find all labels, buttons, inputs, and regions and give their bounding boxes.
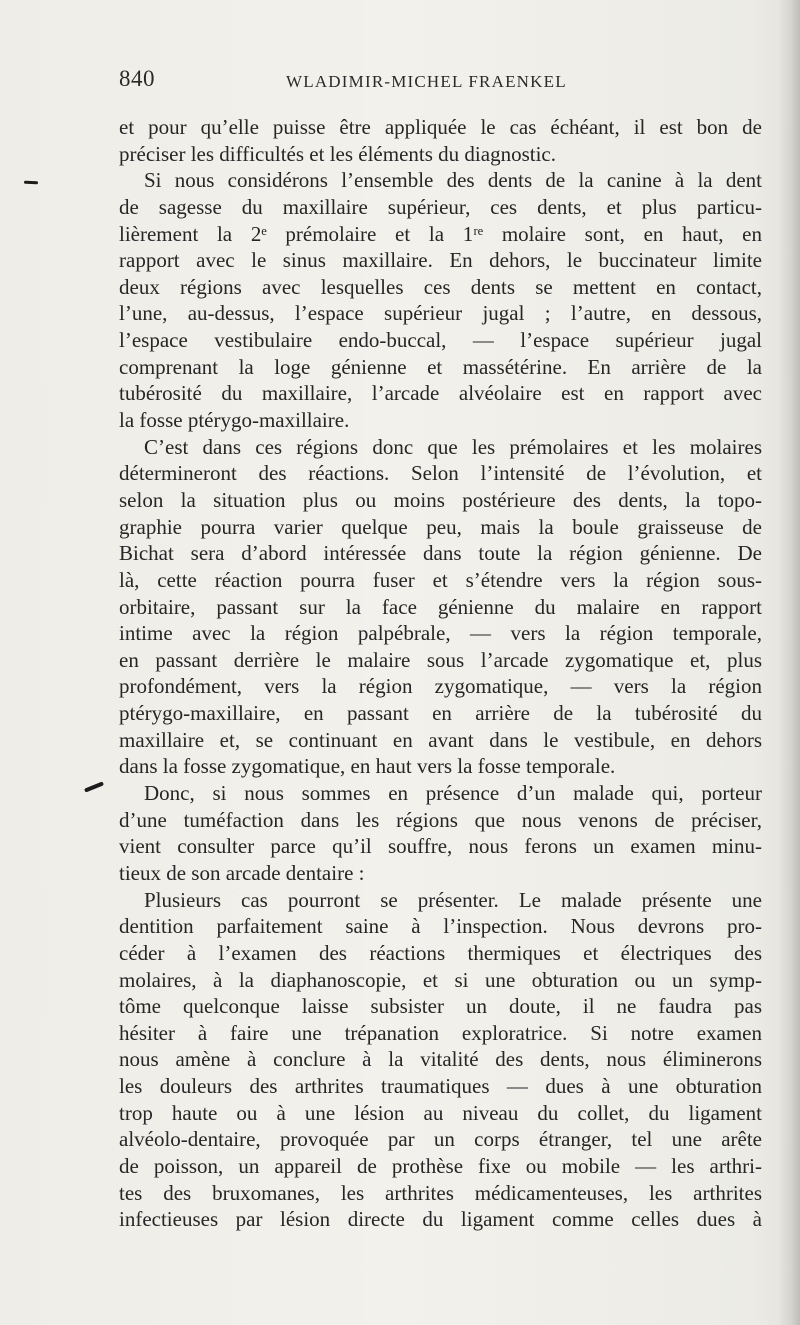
text-line: rapport avec le sinus maxillaire. En dehors, le buccinateur limite <box>119 248 762 273</box>
text-line: l’espace vestibulaire endo-buccal, — l’espace supérieur jugal <box>119 328 762 353</box>
text-line: tubérosité du maxillaire, l’arcade alvéolaire est en rapport avec <box>119 381 762 406</box>
text-line: lièrement la 2ᵉ prémolaire et la 1ʳᵉ molaire sont, en haut, en <box>119 221 762 246</box>
text-line: d’une tuméfaction dans les régions que nous venons de préciser, <box>119 807 762 832</box>
text-line: vient consulter parce qu’il souffre, nous ferons un examen minu- <box>119 834 762 859</box>
text-line: et pour qu’elle puisse être appliquée le cas échéant, il est bon de <box>119 115 762 139</box>
text-line: profondément, vers la région zygomatique, — vers la région <box>119 674 762 699</box>
text-line: orbitaire, passant sur la face génienne du malaire en rapport <box>119 594 762 619</box>
text-line: maxillaire et, se continuant en avant dans le vestibule, en dehors <box>119 727 762 752</box>
text-line: molaires, à la diaphanoscopie, et si une obturation ou un symp- <box>119 967 762 992</box>
text-line: infectieuses par lésion directe du ligament comme celles dues à <box>119 1207 762 1232</box>
text-line: tes des bruxomanes, les arthrites médicamenteuses, les arthrites <box>119 1180 762 1205</box>
text-line: les douleurs des arthrites traumatiques — dues à une obturation <box>119 1074 762 1099</box>
text-line: graphie pourra varier quelque peu, mais la boule graisseuse de <box>119 514 762 539</box>
text-line: Plusieurs cas pourront se présenter. Le malade présente une <box>144 887 762 912</box>
text-line: Si nous considérons l’ensemble des dents de la canine à la dent <box>144 168 762 193</box>
text-line: tôme quelconque laisse subsister un doute, il ne faudra pas <box>119 994 762 1019</box>
text-line: C’est dans ces régions donc que les prémolaires et les molaires <box>144 434 762 459</box>
margin-pencil-mark <box>84 781 104 792</box>
margin-pencil-mark <box>24 181 38 184</box>
page-edge-shadow <box>778 0 800 1325</box>
text-line: Bichat sera d’abord intéressée dans toute la région génienne. De <box>119 541 762 566</box>
text-line: deux régions avec lesquelles ces dents se mettent en contact, <box>119 274 762 299</box>
text-line: dans la fosse zygomatique, en haut vers la fosse temporale. <box>119 754 616 779</box>
text-line: alvéolo-dentaire, provoquée par un corps étranger, tel une arête <box>119 1127 762 1152</box>
text-line: de poisson, un appareil de prothèse fixe ou mobile — les arthri- <box>119 1153 762 1178</box>
text-line: préciser les difficultés et les éléments du diagnostic. <box>119 141 556 166</box>
text-line: trop haute ou à une lésion au niveau du collet, du ligament <box>119 1100 762 1125</box>
text-line: la fosse ptérygo-maxillaire. <box>119 408 350 433</box>
running-head: WLADIMIR-MICHEL FRAENKEL <box>286 72 567 91</box>
text-line: céder à l’examen des réactions thermiques et électriques des <box>119 940 762 965</box>
text-line: tieux de son arcade dentaire : <box>119 860 365 885</box>
text-line: intime avec la région palpébrale, — vers la région temporale, <box>119 621 762 646</box>
page-header <box>119 66 764 100</box>
body-text <box>119 114 762 1233</box>
text-line: hésiter à faire une trépanation exploratrice. Si notre examen <box>119 1020 762 1045</box>
text-line: là, cette réaction pourra fuser et s’étendre vers la région sous- <box>119 567 762 592</box>
text-line: détermineront des réactions. Selon l’intensité de l’évolution, et <box>119 461 762 486</box>
text-line: l’une, au-dessus, l’espace supérieur jugal ; l’autre, en dessous, <box>119 301 762 326</box>
text-line: de sagesse du maxillaire supérieur, ces dents, et plus particu- <box>119 194 762 219</box>
text-line: Donc, si nous sommes en présence d’un malade qui, porteur <box>144 781 762 806</box>
text-line: en passant derrière le malaire sous l’arcade zygomatique et, plus <box>119 647 762 672</box>
page-number: 840 <box>119 66 155 91</box>
text-line: ptérygo-maxillaire, en passant en arrière de la tubérosité du <box>119 701 762 726</box>
text-line: comprenant la loge génienne et massétérine. En arrière de la <box>119 354 762 379</box>
text-line: dentition parfaitement saine à l’inspection. Nous devrons pro- <box>119 914 762 939</box>
text-line: selon la situation plus ou moins postérieure des dents, la topo- <box>119 487 762 512</box>
text-line: nous amène à conclure à la vitalité des dents, nous éliminerons <box>119 1047 762 1072</box>
